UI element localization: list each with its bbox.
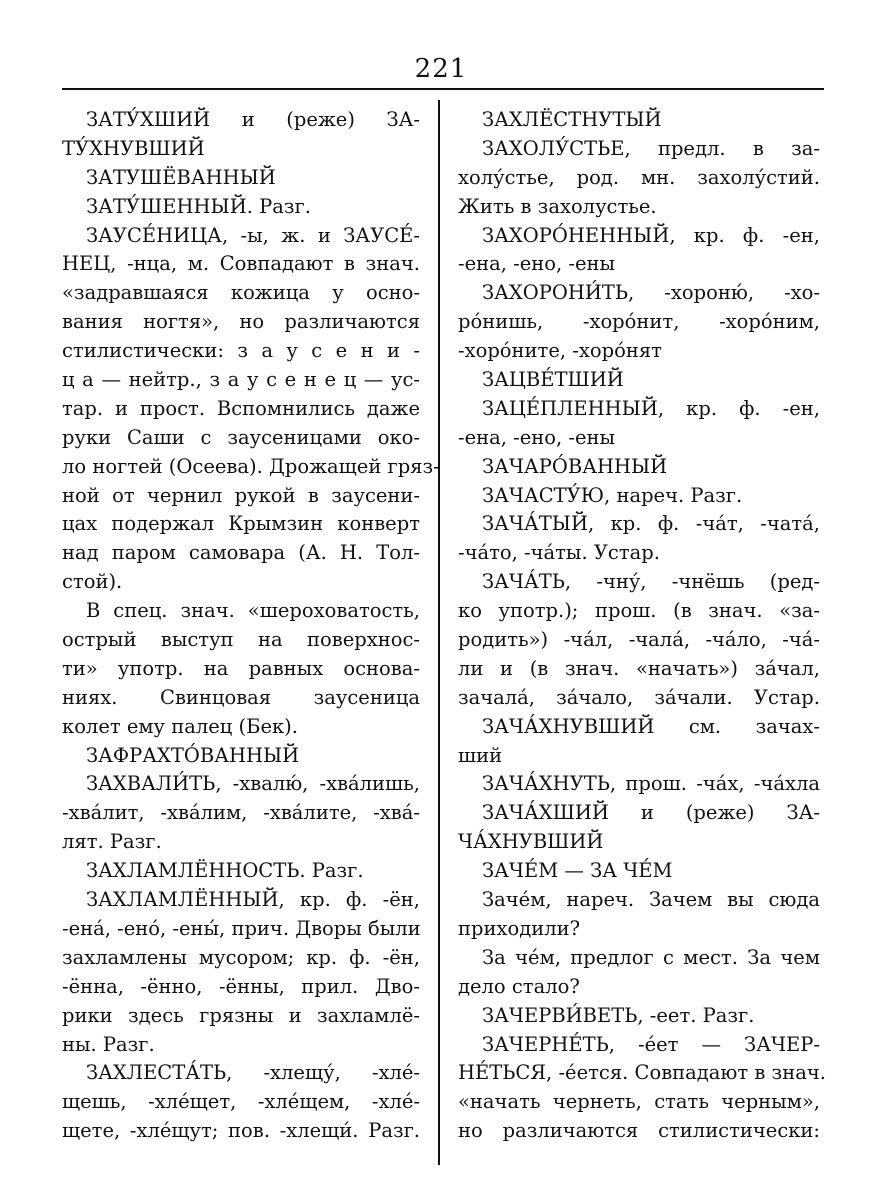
text-line: ли и (в знач. «начать») за́чал, [458,656,820,680]
text-line: захламлены мусором; кр. ф. -ён, [62,945,420,969]
text-line: ЗАФРАХТО́ВАННЫЙ [86,743,300,767]
text-line: ЗАЦЕ́ПЛЕННЫЙ, кр. ф. -ен, [482,396,820,420]
text-line: ЗАЧЕРВИ́ВЕТЬ, -еет. Разг. [482,1003,755,1027]
text-line: цах подержал Крымзин конверт [62,512,420,536]
text-line: ЗАТУ́ХШИЙ и (реже) ЗА- [86,108,420,131]
text-line: ти» употр. на равных основа- [62,656,420,680]
text-line: «задравшаяся кожица у осно- [62,281,420,305]
text-line: руки Саши с заусеницами око- [62,425,420,449]
text-line: ший [458,743,503,767]
text-line: ЗАЧА́ХНУТЬ, прош. -ча́х, -ча́хла [482,772,820,796]
text-line: вания ногтя», но различаются [62,310,420,334]
text-line: ЗАЧАРО́ВАННЫЙ [482,454,668,478]
text-line: Заче́м, нареч. Зачем вы сюда [482,888,820,912]
text-line: ЗАХОЛУ́СТЬЕ, предл. в за- [482,136,820,160]
text-line: колет ему палец (Бек). [62,714,298,738]
text-line: ро́нишь, -хоро́нит, -хоро́ним, [458,310,820,334]
text-line: ЗАТУ́ШЕННЫЙ. Разг. [86,194,311,218]
column-divider [438,100,440,1165]
text-line: но различаются стилистически: [458,1119,820,1143]
text-line: ЗАХОРОНИ́ТЬ, -хороню́, -хо- [482,281,820,305]
text-line: В спец. знач. «шероховатость, [86,599,420,623]
text-line: ЗАХЛАМЛЁННЫЙ, кр. ф. -ён, [86,888,420,912]
text-line: -ённа, -ённо, -ённы, прил. Дво- [62,974,420,998]
text-line: ЗАХЛЁСТНУТЫЙ [482,108,662,131]
text-line: -хоро́ните, -хоро́нят [458,339,662,363]
text-line: стой). [62,570,123,594]
header-rule [62,88,824,90]
text-line: ЗАХЛЕСТА́ТЬ, -хлещу́, -хле́- [86,1061,420,1085]
text-line: ЗАЧА́ХШИЙ и (реже) ЗА- [482,801,820,825]
text-line: За че́м, предлог с мест. За чем [482,945,820,969]
text-line: ЗАЧА́ТЫЙ, кр. ф. -ча́т, -чата́, [482,512,820,536]
text-line: ло ногтей (Осеева). Дрожащей гряз- [62,454,440,478]
text-line: -ена, -ено, -ены [458,425,616,449]
text-line: дело стало? [458,974,580,998]
text-line: -ена́, -ено́, -ены́, прич. Дворы были [62,916,421,940]
text-line: ЗАЧЕ́М — ЗА ЧЕ́М [482,859,673,883]
page-number: 221 [414,54,468,84]
text-line: Жить в захолустье. [458,194,657,218]
text-line: ЗАЧЕРНЕ́ТЬ, -е́ет — ЗАЧЕР- [482,1032,820,1056]
text-line: «начать чернеть, стать черным», [458,1090,820,1114]
text-line: ц а — нейтр., з а у с е н е ц — ус- [62,368,420,392]
text-line: НЕ́ТЬСЯ, -е́ется. Совпадают в знач. [458,1061,826,1085]
text-line: ной от чернил рукой в заусени- [62,483,420,507]
text-line: щешь, -хле́щет, -хле́щем, -хле́- [62,1090,420,1114]
text-line: ЗАУСЕ́НИЦА, -ы, ж. и ЗАУСЕ́- [86,223,420,247]
text-line: холу́стье, род. мн. захолу́стий. [458,165,820,189]
text-line: -ена, -ено, -ены [458,252,616,276]
text-line: рики здесь грязны и захламлё- [62,1003,420,1027]
text-line: над паром самовара (А. Н. Тол- [62,541,420,565]
left-column [62,106,440,1146]
text-line: ТУ́ХНУВШИЙ [62,136,205,160]
text-line: зачала́, за́чало, за́чали. Устар. [458,685,820,709]
text-line: ЗАТУШЁВАННЫЙ [86,165,276,189]
text-line: острый выступ на поверхнос- [62,628,420,652]
text-line: ЗАХЛАМЛЁННОСТЬ. Разг. [86,859,364,883]
text-line: стилистически: з а у с е н и - [62,339,420,363]
text-line: -хва́лит, -хва́лим, -хва́лите, -хва́- [62,801,420,825]
text-line: лят. Разг. [62,830,162,854]
right-column [458,106,826,1146]
text-line: НЕЦ, -нца, м. Совпадают в знач. [62,252,420,276]
text-line: ЧА́ХНУВШИЙ [458,830,604,854]
text-line: ЗАЧА́ХНУВШИЙ см. зачах- [482,714,820,738]
text-line: ЗАЦВЕ́ТШИЙ [482,368,624,392]
text-line: тар. и прост. Вспомнились даже [62,396,420,420]
text-line: приходили? [458,916,581,940]
text-line: щете, -хле́щут; пов. -хлещи́. Разг. [62,1119,420,1143]
text-line: ко употр.); прош. (в знач. «за- [458,599,820,623]
text-line: -ча́то, -ча́ты. Устар. [458,541,660,565]
text-line: ЗАЧА́ТЬ, -чну́, -чнёшь (ред- [482,570,820,594]
text-line: родить») -ча́л, -чала́, -ча́ло, -ча́- [458,628,820,652]
text-line: ЗАХВАЛИ́ТЬ, -хвалю́, -хва́лишь, [86,772,420,796]
text-line: ЗАЧАСТУ́Ю, нареч. Разг. [482,483,743,507]
text-line: ниях. Свинцовая заусеница [62,685,420,709]
text-line: ны. Разг. [62,1032,155,1056]
text-line: ЗАХОРО́НЕННЫЙ, кр. ф. -ен, [482,223,820,247]
